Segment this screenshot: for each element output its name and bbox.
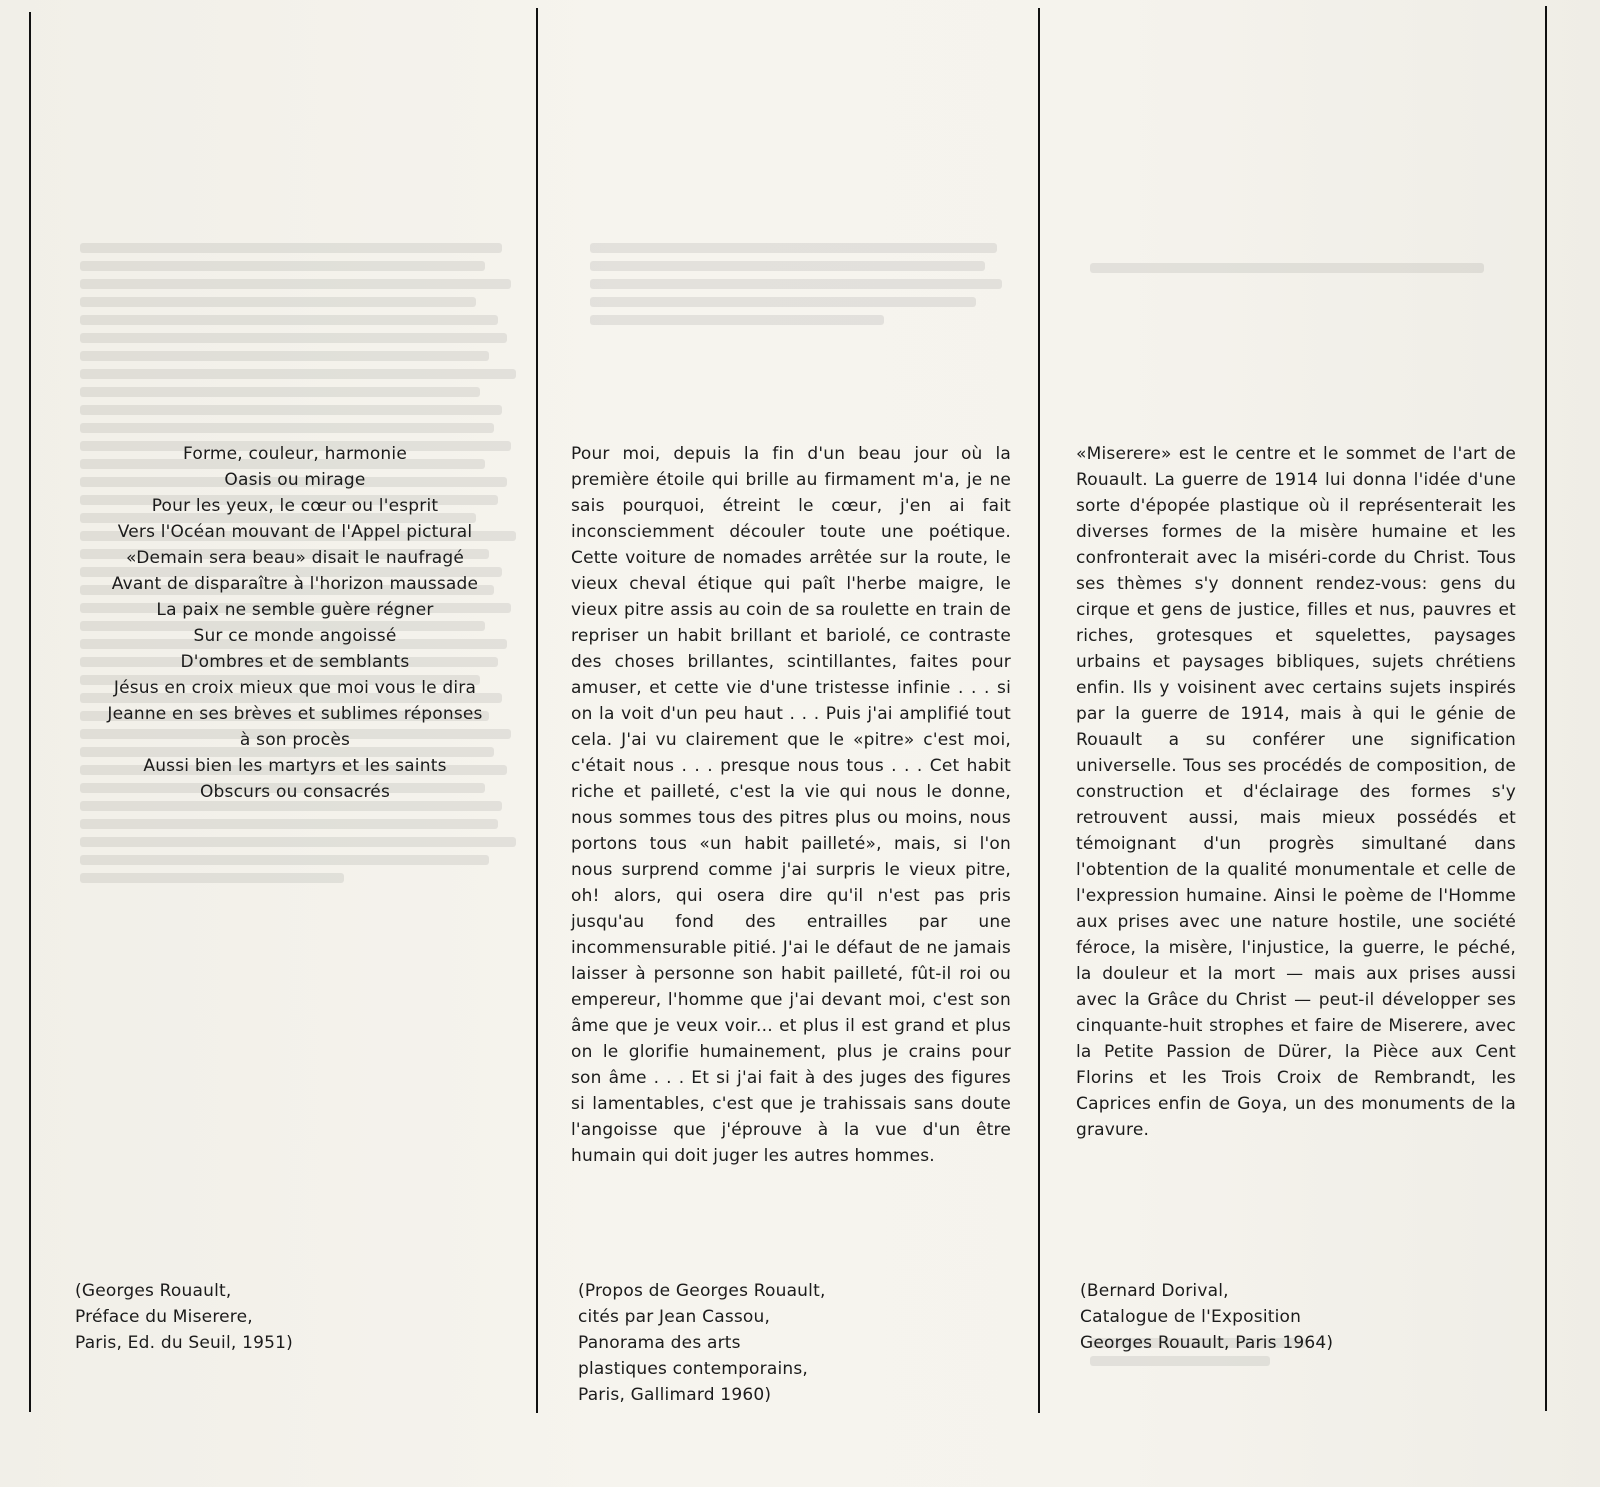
column-divider-center-left [536, 8, 538, 1413]
show-through-text-center [590, 235, 1010, 375]
column-divider-left [29, 12, 31, 1412]
poem-source-citation: (Georges Rouault, Préface du Miserere, Paris, Ed. du Seuil, 1951) [75, 1281, 293, 1353]
essay-source-citation: (Bernard Dorival, Catalogue de l'Exposition Georges Rouault, Paris 1964) [1080, 1281, 1334, 1353]
dorival-essay-text: «Miserere» est le centre et le sommet de l'art de Rouault. La guerre de 1914 lui donna l'idée d'une sorte d'épopée plastique où il représenterait les diverses formes de la misère humaine et les confronterait avec la miséri-corde du Christ. Tous ses thèmes s'y donnent rendez-vous: gens du cirque et gens de justice, filles et nus, pauvres et riches, grotesques et squelettes, paysages urbains et paysages bibliques, sujets chrétiens enfin. Ils y voisinent avec certains sujets inspirés par la guerre de 1914, mais à qui le génie de Rouault a su conférer une signification universelle. Tous ses procédés de composition, de construction et d'éclairage des formes s'y retrouvent aussi, mais mieux possédés et témoignant d'un progrès simultané dans l'obtention de la qualité monumentale et celle de l'expression humaine. Ainsi le poème de l'Homme aux prises avec une nature hostile, une société féroce, la misère, l'injustice, la guerre, le péché, la douleur et la mort — mais aux prises aussi avec la Grâce du Christ — peut-il développer ses cinquante-huit strophes et faire de Miserere, avec la Petite Passion de Dürer, la Pièce aux Cent Florins et les Trois Croix de Rembrandt, les Caprices enfin de Goya, un des monuments de la gravure. [1076, 444, 1516, 1140]
show-through-text-right [1090, 255, 1500, 285]
column-divider-right [1545, 6, 1547, 1411]
poem-text: Forme, couleur, harmonie Oasis ou mirage Pour les yeux, le cœur ou l'esprit Vers l'Océan mouvant de l'Appel pictural «Demain sera beau» disait le naufragé Avant de disparaître à l'horizon maussade La paix ne semble guère régner Sur ce monde angoissé D'ombres et de semblants Jésus en croix mieux que moi vous le dira Jeanne en ses brèves et sublimes réponses à son procès Aussi bien les martyrs et les saints Obscurs ou consacrés [107, 444, 483, 802]
column-divider-center-right [1038, 8, 1040, 1413]
quote-source-citation: (Propos de Georges Rouault, cités par Jean Cassou, Panorama des arts plastiques contemporains, Paris, Gallimard 1960) [578, 1281, 826, 1405]
rouault-quote-text: Pour moi, depuis la fin d'un beau jour où la première étoile qui brille au firmament m'a, je ne sais pourquoi, étreint le cœur, j'en ai fait inconsciemment découler toute une poétique. Cette voiture de nomades arrêtée sur la route, le vieux cheval étique qui paît l'herbe maigre, le vieux pitre assis au coin de sa roulette en train de repriser un habit brillant et bariolé, ce contraste des choses brillantes, scintillantes, faites pour amuser, et cette vie d'une tristesse infinie . . . si on la voit d'un peu haut . . . Puis j'ai amplifié tout cela. J'ai vu clairement que le «pitre» c'est moi, c'était nous . . . presque nous tous . . . Cet habit riche et pailleté, c'est la vie qui nous le donne, nous sommes tous des pitres plus ou moins, nous portons tous «un habit pailleté», mais, si l'on nous surprend comme j'ai surpris le vieux pitre, oh! alors, qui osera dire qu'il n'est pas pris jusqu'au fond des entrailles par une incommensurable pitié. J'ai le défaut de ne jamais laisser à personne son habit pailleté, fût-il roi ou empereur, l'homme que j'ai devant moi, c'est son âme que je veux voir... et plus il est grand et plus on le glorifie humainement, plus je crains pour son âme . . . Et si j'ai fait à des juges des figures si lamentables, c'est que je trahissais sans doute l'angoisse que j'éprouve à la vue d'un être humain qui doit juger les autres hommes. [571, 444, 1011, 1166]
